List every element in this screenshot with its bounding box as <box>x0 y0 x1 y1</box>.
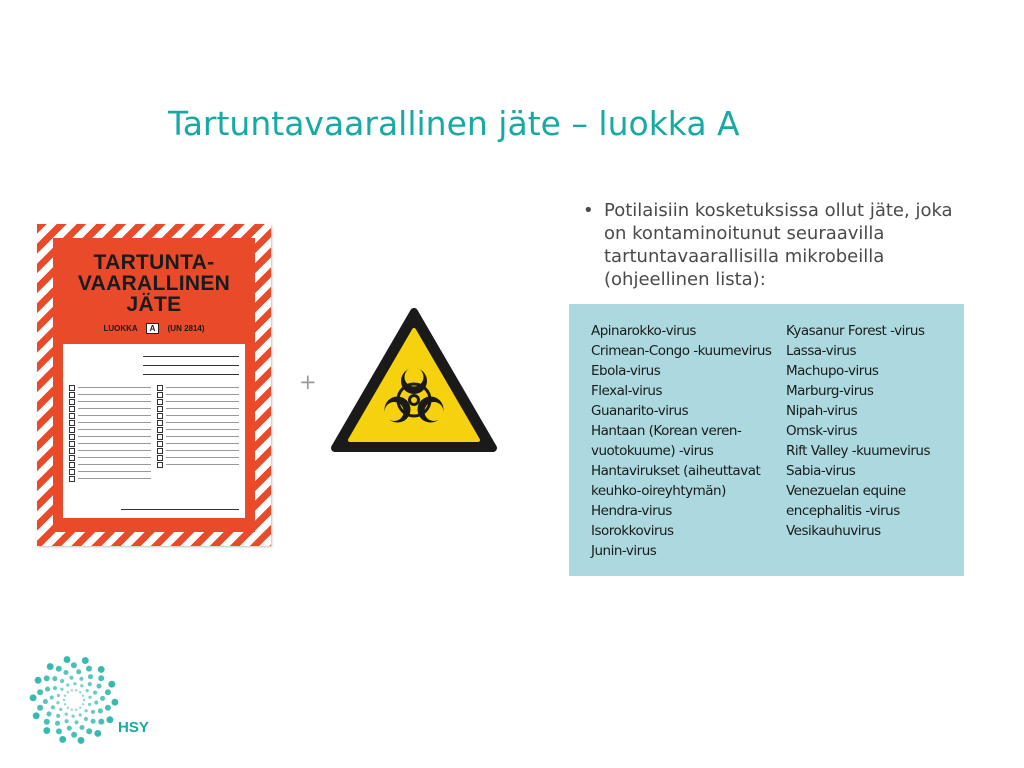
logo-dot <box>67 726 72 731</box>
virus-list-left <box>591 321 771 561</box>
label-field <box>69 357 239 366</box>
logo-dot <box>60 688 63 691</box>
logo-dot <box>71 662 77 668</box>
logo-dot <box>98 666 105 673</box>
label-heading-line-3: JÄTE <box>126 293 182 316</box>
virus-list-item: Machupo-virus <box>786 363 879 379</box>
logo-dot <box>44 719 50 725</box>
label-checklist-col <box>157 384 239 482</box>
logo-dot <box>79 725 84 730</box>
logo-dot <box>43 699 48 704</box>
logo-dot <box>63 670 68 675</box>
logo-dot <box>84 709 87 712</box>
logo-dot <box>105 705 111 711</box>
virus-list-item: Isorokkovirus <box>591 523 674 539</box>
logo-dot <box>51 705 55 709</box>
logo-dot <box>78 737 85 744</box>
logo-dot <box>75 689 77 691</box>
logo-dot <box>75 709 77 711</box>
logo-dot <box>88 696 91 699</box>
logo-dot <box>56 701 59 704</box>
label-heading-line-2: VAARALLINEN <box>77 272 231 295</box>
virus-list-item: encephalitis -virus <box>786 503 900 519</box>
logo-dot <box>106 716 113 723</box>
logo-dot <box>50 695 54 699</box>
label-heading-line-1: TARTUNTA- <box>93 251 215 274</box>
logo-dot <box>59 736 66 743</box>
virus-list-item: Hendra-virus <box>591 503 672 519</box>
logo-dot <box>56 728 62 734</box>
logo-dot <box>64 695 66 697</box>
virus-list-item: Rift Valley -kuumevirus <box>786 443 931 459</box>
logo-dot <box>98 675 104 681</box>
logo-dot <box>30 694 37 701</box>
logo-dot <box>83 699 85 701</box>
logo-dot <box>98 719 104 725</box>
logo-dot <box>79 677 83 681</box>
logo-dot <box>46 711 51 716</box>
virus-list-item: Venezuelan equine <box>786 483 906 499</box>
logo-dot <box>79 691 81 693</box>
virus-list-item: Junin-virus <box>591 543 657 559</box>
virus-list-item: Crimean-Congo -kuumevirus <box>591 343 772 359</box>
logo-dot <box>45 687 50 692</box>
logo-dot <box>56 714 60 718</box>
label-checklist-col <box>69 384 151 482</box>
logo-dot <box>47 663 54 670</box>
label-checklist <box>69 384 239 482</box>
logo-dot <box>105 689 111 695</box>
logo-dot <box>84 717 88 721</box>
logo-dot <box>94 700 98 704</box>
logo-dot <box>56 666 62 672</box>
label-class-text: LUOKKA <box>103 324 138 333</box>
virus-list-item: Flexal-virus <box>591 383 662 399</box>
label-field <box>69 366 239 375</box>
logo-dot <box>44 675 50 681</box>
logo-dot <box>100 696 105 701</box>
logo-dot <box>67 707 69 709</box>
label-class-line <box>53 323 255 334</box>
logo-dot <box>59 708 62 711</box>
logo-dot <box>96 684 101 689</box>
logo-dot <box>53 686 57 690</box>
logo-dot <box>71 732 77 738</box>
label-un-code: (UN 2814) <box>167 324 205 333</box>
logo-dot <box>94 730 101 737</box>
virus-list-item: Ebola-virus <box>591 363 661 379</box>
logo-dot <box>79 713 82 716</box>
logo-dot <box>111 699 118 706</box>
logo-dot <box>52 676 57 681</box>
bullet-point <box>583 199 1003 291</box>
plus-sign: + <box>299 370 317 394</box>
logo-dot <box>91 719 96 724</box>
bullet-text: Potilaisiin kosketuksissa ollut jäte, joka on kontaminoitunut seuraavilla tartuntavaarallisilla mikrobeilla (ohjeellinen lista): <box>604 200 953 290</box>
logo-dot <box>80 684 83 687</box>
logo-dot <box>76 669 81 674</box>
logo-dot <box>65 719 69 723</box>
label-field <box>69 348 239 357</box>
label-class-value: A <box>146 323 160 334</box>
logo-dot <box>108 681 115 688</box>
logo-dot <box>67 691 69 693</box>
virus-list-item: Guanarito-virus <box>591 403 689 419</box>
virus-list-item: Hantaan (Korean veren- <box>591 423 742 439</box>
logo-dot <box>71 709 73 711</box>
logo-dot <box>63 699 65 701</box>
logo-dot <box>37 689 43 695</box>
logo-dot <box>86 666 92 672</box>
logo-dot <box>33 712 40 719</box>
logo-dot <box>71 715 74 718</box>
logo-dot <box>37 705 43 711</box>
virus-list-item: Omsk-virus <box>786 423 858 439</box>
logo-dot <box>69 676 73 680</box>
virus-list-item: Sabia-virus <box>786 463 856 479</box>
logo-dot <box>64 703 66 705</box>
virus-list-item: Kyasanur Forest -virus <box>786 323 925 339</box>
logo-dot <box>60 679 64 683</box>
logo-dot <box>93 691 97 695</box>
virus-list-box <box>569 304 964 576</box>
virus-list-item: Vesikauhuvirus <box>786 523 881 539</box>
logo-dot <box>86 728 92 734</box>
virus-list-right <box>786 321 930 541</box>
virus-list-item: Hantavirukset (aiheuttavat <box>591 463 761 479</box>
logo-dot <box>91 710 95 714</box>
logo-dot <box>43 727 50 734</box>
virus-list-item: Apinarokko-virus <box>591 323 696 339</box>
virus-list-item: Marburg-virus <box>786 383 874 399</box>
logo-text: HSY <box>118 719 149 736</box>
logo-dot <box>82 657 89 664</box>
logo-dot <box>88 682 92 686</box>
logo-dot <box>86 689 89 692</box>
logo-dot <box>88 703 91 706</box>
logo-dot <box>71 689 73 691</box>
biohazard-warning-icon <box>331 308 497 454</box>
slide-title: Tartuntavaarallinen jäte – luokka A <box>168 104 740 143</box>
virus-list-item: Lassa-virus <box>786 343 857 359</box>
infectious-waste-label <box>37 224 271 546</box>
logo-dot <box>35 677 42 684</box>
logo-dot <box>82 703 84 705</box>
virus-list-item: vuotokuume) -virus <box>591 443 714 459</box>
logo-dot <box>82 695 84 697</box>
logo-dot <box>65 713 68 716</box>
logo-dot <box>88 674 93 679</box>
virus-list-item: Nipah-virus <box>786 403 858 419</box>
virus-list-item: keuhko-oireyhtymän) <box>591 483 726 499</box>
label-signature-line <box>69 508 239 510</box>
hsy-logo <box>28 654 152 746</box>
label-heading <box>53 252 255 315</box>
logo-dot <box>74 720 78 724</box>
label-body <box>53 238 255 532</box>
logo-dot <box>57 694 60 697</box>
logo-dot <box>73 682 76 685</box>
label-form <box>63 344 245 518</box>
logo-dot <box>79 707 81 709</box>
logo-dot <box>66 683 69 686</box>
logo-dot <box>55 721 60 726</box>
bullet-marker: • <box>583 200 594 221</box>
logo-dot <box>98 708 103 713</box>
logo-dot <box>64 656 71 663</box>
